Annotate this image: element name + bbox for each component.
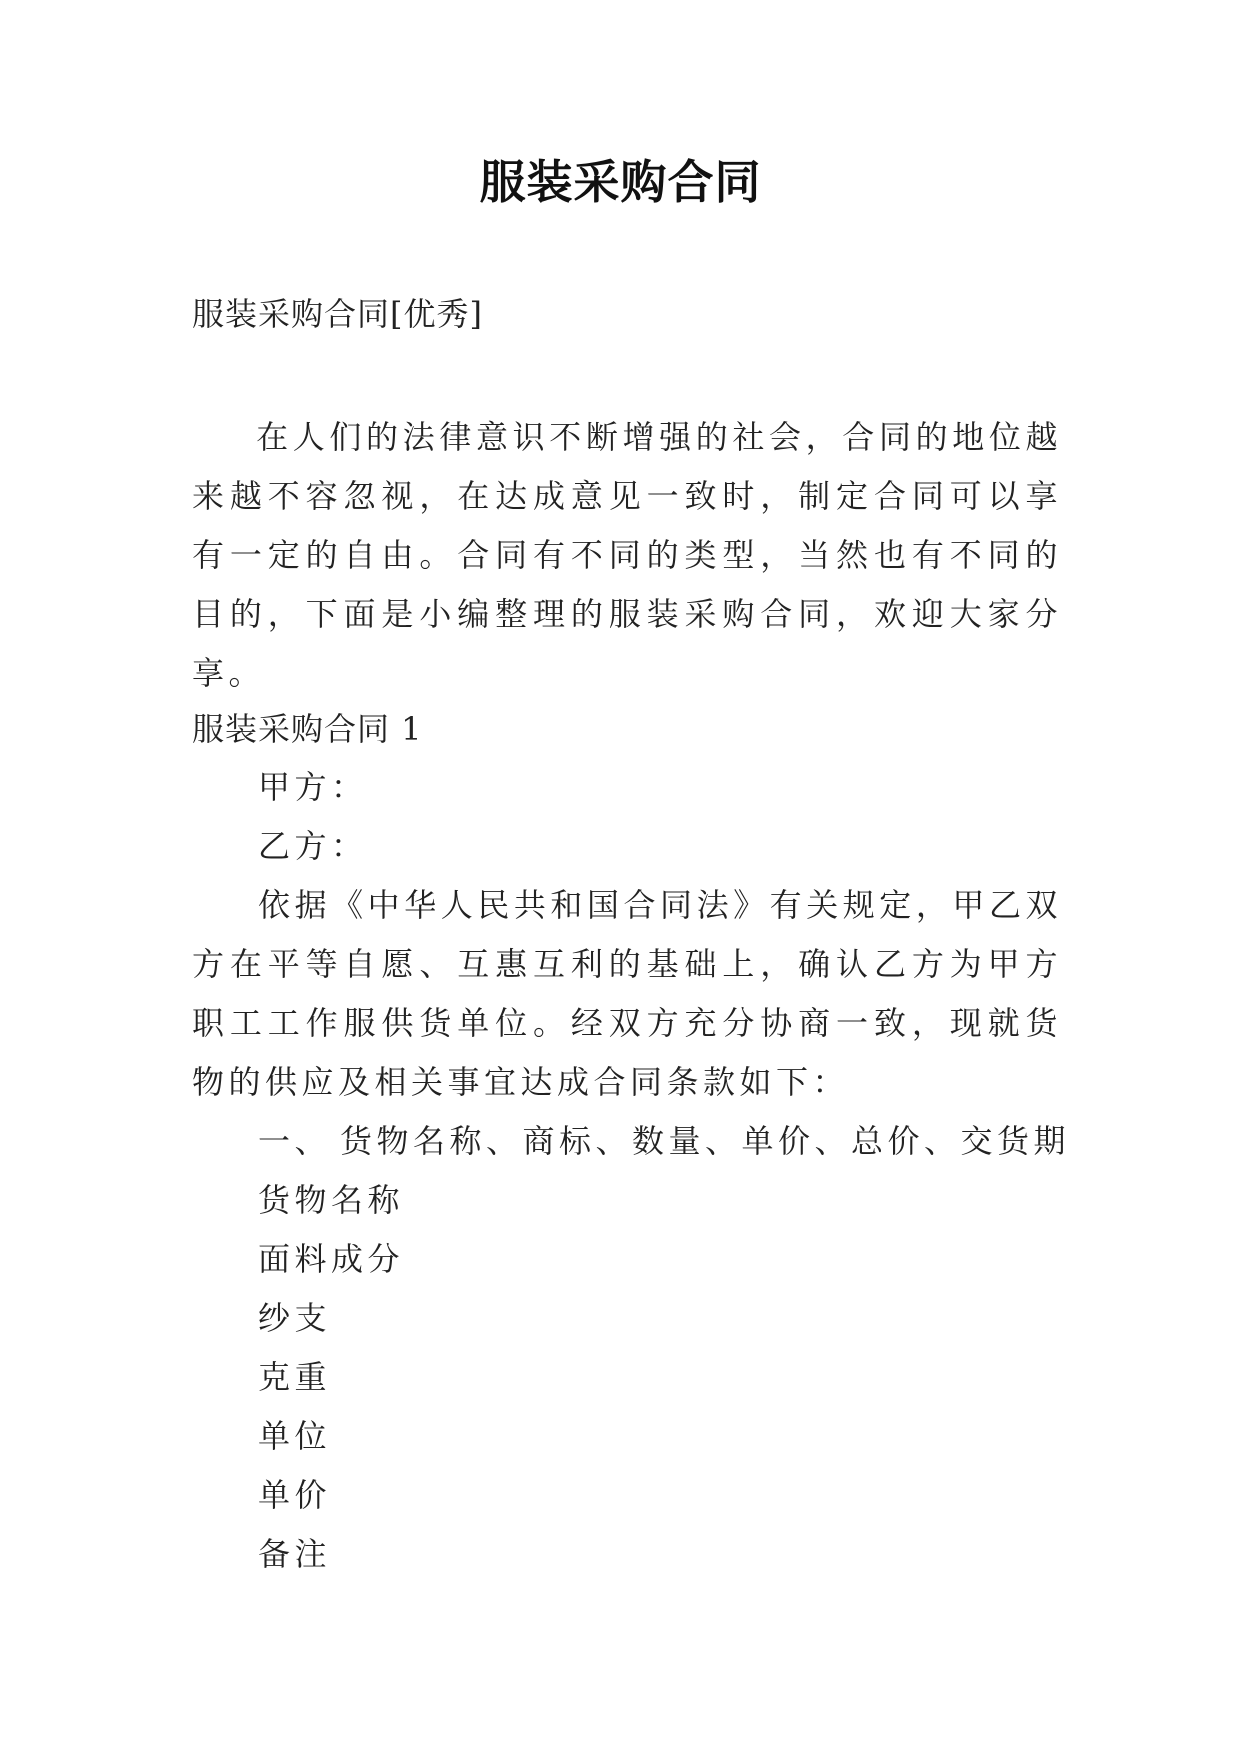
- clause-number: 一、: [258, 1122, 332, 1160]
- basis-text: 依据《中华人民共和国合同法》有关规定，甲乙双方在平等自愿、互惠互利的基础上，确认乙方为甲方职工工作服供货单位。经双方充分协商一致，现就货物的供应及相关事宜达成合同条款如下：: [192, 886, 1062, 1101]
- basis-paragraph: [192, 876, 1062, 1112]
- intro-text: 在人们的法律意识不断增强的社会，合同的地位越来越不容忽视，在达成意见一致时，制定合同可以享有一定的自由。合同有不同的类型，当然也有不同的目的，下面是小编整理的服装采购合同，欢迎大家分享。: [192, 418, 1062, 692]
- list-item: 克重: [258, 1358, 332, 1396]
- intro-paragraph: [192, 408, 1062, 703]
- list-item: 单位: [258, 1417, 332, 1455]
- list-item: 单价: [258, 1476, 332, 1514]
- clause-text: 货物名称、商标、数量、单价、总价、交货期: [340, 1122, 1071, 1160]
- contract-body: [192, 758, 1071, 1584]
- list-item: 纱支: [258, 1299, 332, 1337]
- document-title: 服装采购合同: [479, 155, 762, 209]
- section-heading: 服装采购合同 1: [192, 710, 423, 748]
- list-item: 货物名称: [258, 1181, 405, 1219]
- party-b-line: 乙方：: [258, 827, 368, 865]
- goods-field-list: [192, 1171, 1062, 1584]
- document-subtitle: 服装采购合同[优秀]: [192, 295, 483, 333]
- party-a-line: 甲方：: [258, 768, 368, 806]
- clause-one-heading: [192, 1112, 1071, 1171]
- list-item: 备注: [258, 1535, 332, 1573]
- list-item: 面料成分: [258, 1240, 405, 1278]
